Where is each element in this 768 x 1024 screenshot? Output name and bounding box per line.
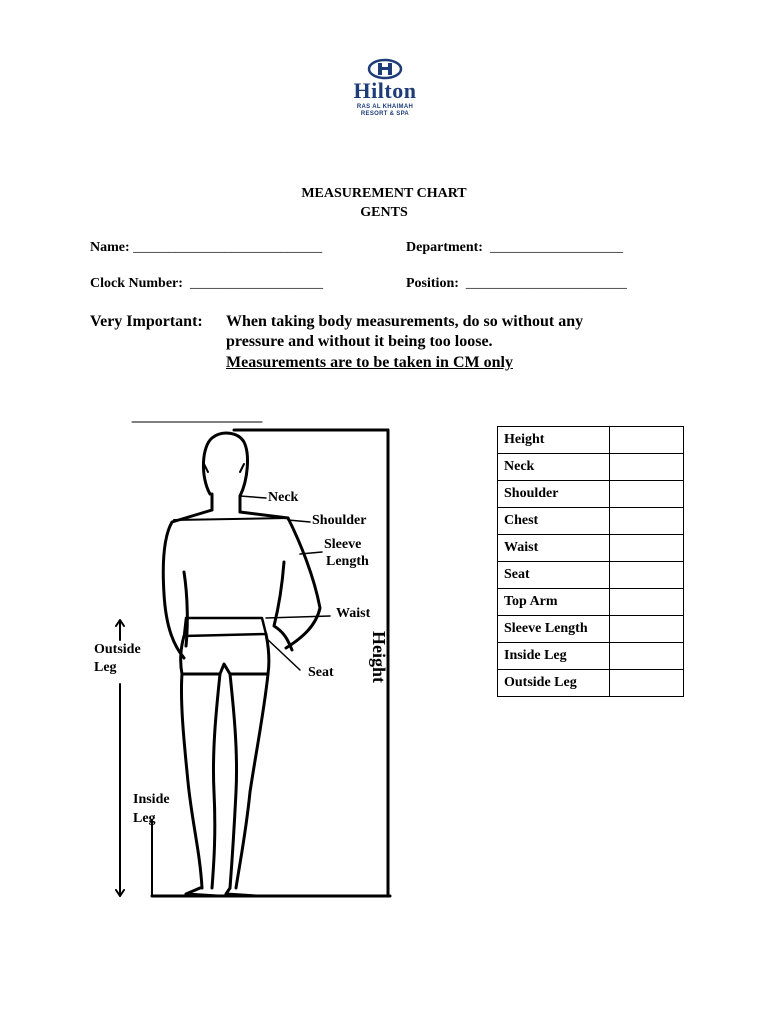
row-label: Shoulder: [498, 481, 610, 508]
row-value-cell[interactable]: [610, 670, 684, 697]
table-row: [498, 535, 684, 562]
label-waist: Waist: [336, 606, 371, 621]
department-label: Department:: [406, 240, 483, 255]
label-shoulder: Shoulder: [312, 513, 367, 528]
row-label: Outside Leg: [498, 670, 610, 697]
position-line: _______________________: [465, 276, 627, 291]
logo-line1: RAS AL KHAIMAH: [356, 104, 414, 110]
label-neck: Neck: [268, 490, 299, 505]
department-field[interactable]: [406, 240, 623, 256]
position-label: Position:: [406, 276, 459, 291]
row-label: Inside Leg: [498, 643, 610, 670]
label-inside-2: Leg: [133, 811, 156, 826]
table-row: [498, 616, 684, 643]
row-value-cell[interactable]: [610, 427, 684, 454]
row-value-cell[interactable]: [610, 535, 684, 562]
notice-line1: When taking body measurements, do so without any: [226, 313, 584, 330]
row-label: Sleeve Length: [498, 616, 610, 643]
table-row: [498, 454, 684, 481]
row-value-cell[interactable]: [610, 454, 684, 481]
row-value-cell[interactable]: [610, 589, 684, 616]
body-figure: [88, 412, 438, 912]
hilton-logo-emblem-icon: [367, 58, 403, 80]
clock-number-label: Clock Number:: [90, 276, 183, 291]
page-subtitle: GENTS: [360, 205, 408, 220]
clock-number-field[interactable]: [90, 276, 323, 292]
logo-brand: Hilton: [353, 78, 417, 103]
table-row: [498, 670, 684, 697]
name-field[interactable]: [90, 240, 322, 256]
label-sleeve-2: Length: [326, 554, 369, 569]
label-sleeve-1: Sleeve: [324, 537, 362, 552]
row-label: Waist: [498, 535, 610, 562]
row-label: Seat: [498, 562, 610, 589]
clock-number-line: ___________________: [189, 276, 323, 291]
table-row: [498, 481, 684, 508]
department-line: ___________________: [489, 240, 623, 255]
row-label: Top Arm: [498, 589, 610, 616]
hilton-logo: [330, 58, 440, 122]
row-label: Chest: [498, 508, 610, 535]
row-label: Height: [498, 427, 610, 454]
label-seat: Seat: [308, 665, 334, 680]
row-value-cell[interactable]: [610, 643, 684, 670]
position-field[interactable]: [406, 276, 627, 292]
name-line: ___________________________: [133, 240, 323, 255]
row-label: Neck: [498, 454, 610, 481]
label-outside-2: Leg: [94, 660, 117, 675]
measurement-table: [497, 426, 684, 697]
notice-line2: pressure and without it being too loose.: [226, 333, 493, 350]
notice-line3: Measurements are to be taken in CM only: [226, 354, 513, 371]
label-inside-1: Inside: [133, 792, 170, 807]
table-row: [498, 508, 684, 535]
table-row: [498, 643, 684, 670]
table-row: [498, 562, 684, 589]
notice-label: Very Important:: [90, 313, 203, 330]
label-outside-1: Outside: [94, 642, 141, 657]
logo-line2: RESORT & SPA: [360, 111, 410, 117]
table-row: [498, 427, 684, 454]
row-value-cell[interactable]: [610, 562, 684, 589]
page-title: MEASUREMENT CHART: [301, 186, 467, 201]
row-value-cell[interactable]: [610, 508, 684, 535]
table-row: [498, 589, 684, 616]
row-value-cell[interactable]: [610, 481, 684, 508]
label-height: Height: [369, 631, 389, 683]
row-value-cell[interactable]: [610, 616, 684, 643]
name-label: Name:: [90, 240, 130, 255]
